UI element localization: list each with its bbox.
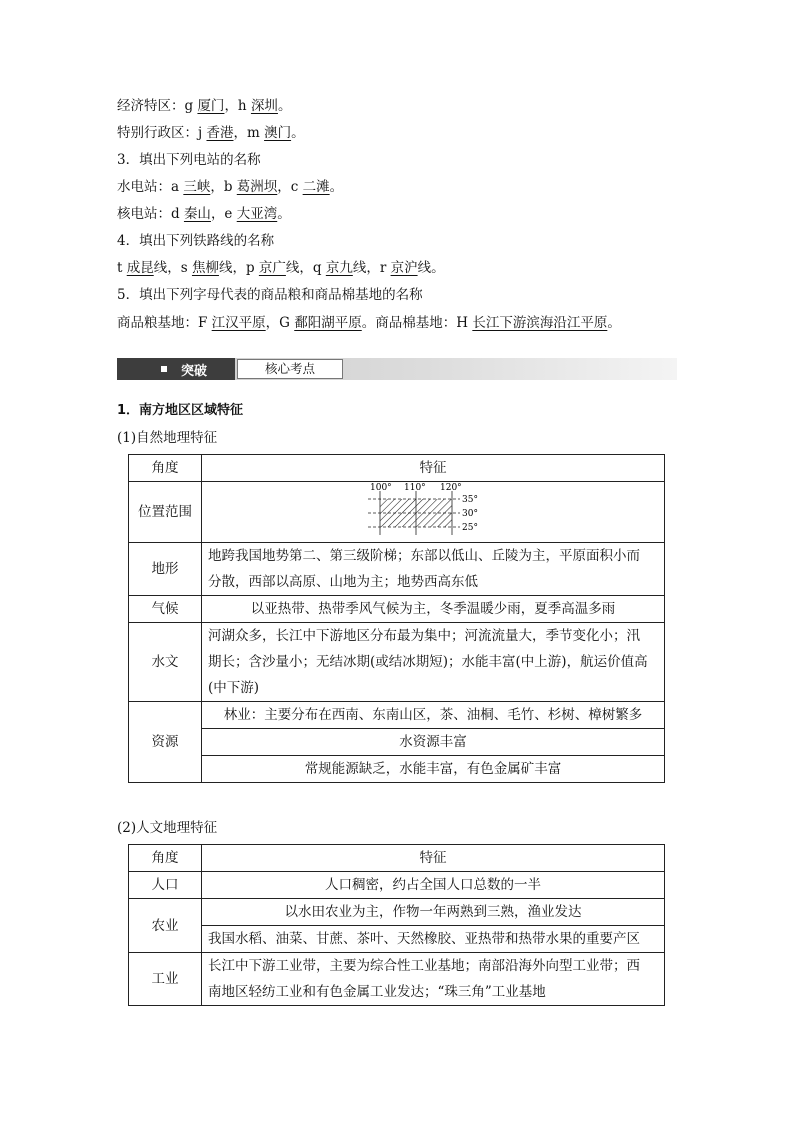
answer-blank: 葛洲坝 [236, 179, 278, 195]
text: ，m [233, 125, 265, 141]
text: ，G [265, 315, 295, 331]
row-label: 工业 [129, 953, 202, 1006]
text: 线，s [153, 260, 192, 276]
answer-blank: 香港 [206, 125, 234, 141]
longitude-label: 110° [404, 483, 426, 493]
text: ，b [210, 179, 237, 195]
industry-cell [202, 953, 665, 1006]
text: 特别行政区：j [117, 125, 207, 141]
text: 。 [277, 98, 292, 114]
cell-text: 期长；含沙量小；无结冰期(或结冰期短)；水能丰富(中上游)，航运价值高 [208, 654, 648, 670]
text: 。 [607, 315, 621, 331]
text: ，e [210, 206, 237, 222]
text: ，c [277, 179, 303, 195]
cell-text: 河湖众多，长江中下游地区分布最为集中；河流流量大，季节变化小；汛 [208, 628, 640, 644]
text-line-sez [117, 96, 291, 116]
table-header-row [129, 845, 665, 872]
text: 经济特区：g [117, 98, 198, 114]
latitude-longitude-map [368, 483, 498, 541]
answer-blank: 三峡 [183, 179, 211, 195]
answer-blank: 澳门 [264, 125, 292, 141]
table-row [129, 543, 665, 596]
section-banner [117, 358, 677, 380]
table-row [129, 623, 665, 702]
answer-blank: 大亚湾 [236, 206, 278, 222]
longitude-label: 100° [370, 483, 392, 493]
square-bullet-icon [161, 366, 167, 372]
answer-blank: 深圳 [250, 98, 278, 114]
cell-text: 南地区轻纺工业和有色金属工业发达；“珠三角”工业基地 [208, 984, 546, 1000]
table-row [129, 596, 665, 623]
text-line-nuclear [117, 204, 291, 224]
header-cell: 特征 [202, 845, 665, 872]
population-cell: 人口稠密，约占全国人口总数的一半 [202, 872, 665, 899]
resource-cell: 林业：主要分布在西南、东南山区，茶、油桐、毛竹、杉树、樟树繁多 [202, 702, 665, 729]
table-row [129, 926, 665, 953]
table-row [129, 729, 665, 756]
text: 线，q [285, 260, 326, 276]
text: 线，p [218, 260, 259, 276]
answer-blank: 秦山 [183, 206, 211, 222]
answer-blank: 京广 [258, 260, 286, 276]
text: 。 [329, 179, 344, 195]
cell-text: 地跨我国地势第二、第三级阶梯；东部以低山、丘陵为主，平原面积小而 [208, 548, 640, 564]
text: ，h [224, 98, 251, 114]
row-label: 农业 [129, 899, 202, 953]
resource-cell: 水资源丰富 [202, 729, 665, 756]
row-label: 水文 [129, 623, 202, 702]
banner-main [117, 358, 235, 380]
header-cell: 特征 [202, 455, 665, 482]
cell-text: (中下游) [208, 680, 260, 696]
latitude-label: 25° [462, 523, 478, 533]
row-label: 地形 [129, 543, 202, 596]
header-cell: 角度 [129, 455, 202, 482]
answer-blank: 京沪 [390, 260, 418, 276]
text: t [117, 260, 127, 276]
text: 核电站：d [117, 206, 184, 222]
banner-main-label: 突破 [181, 364, 208, 379]
table-row [129, 953, 665, 1006]
table-row [129, 899, 665, 926]
row-label: 人口 [129, 872, 202, 899]
table-row [129, 482, 665, 543]
question-heading-4: 4．填出下列铁路线的名称 [117, 233, 275, 249]
text-line-bases [117, 313, 621, 333]
row-label: 位置范围 [129, 482, 202, 543]
text-line-hydro [117, 177, 343, 197]
text: 。 [277, 206, 291, 222]
answer-blank: 鄱阳湖平原 [294, 315, 362, 331]
text: 线，r [352, 260, 391, 276]
resource-cell: 常规能源缺乏，水能丰富，有色金属矿丰富 [202, 756, 665, 783]
row-label: 气候 [129, 596, 202, 623]
banner-sub-label: 核心考点 [237, 359, 343, 379]
text: 。 [291, 125, 305, 141]
agriculture-cell: 我国水稻、油菜、甘蔗、茶叶、天然橡胶、亚热带和热带水果的重要产区 [202, 926, 665, 953]
text: 商品粮基地：F [117, 315, 212, 331]
latitude-label: 35° [462, 495, 478, 505]
text: 水电站：a [117, 179, 184, 195]
latitude-label: 30° [462, 509, 478, 519]
terrain-cell [202, 543, 665, 596]
answer-blank: 厦门 [197, 98, 225, 114]
text-line-railways [117, 258, 445, 278]
subsection-human: (2)人文地理特征 [117, 820, 218, 836]
text-line-sar [117, 123, 305, 143]
text: 线。 [417, 260, 445, 276]
climate-cell: 以亚热带、热带季风气候为主，冬季温暖少雨，夏季高温多雨 [202, 596, 665, 623]
subsection-natural: (1)自然地理特征 [117, 430, 218, 446]
table-row [129, 702, 665, 729]
answer-blank: 长江下游滨海沿江平原 [472, 315, 608, 331]
cell-text: 长江中下游工业带，主要为综合性工业基地；南部沿海外向型工业带；西 [208, 958, 640, 974]
table-row [129, 872, 665, 899]
hydrology-cell [202, 623, 665, 702]
table-row [129, 756, 665, 783]
table-header-row [129, 455, 665, 482]
answer-blank: 江汉平原 [211, 315, 266, 331]
row-label: 资源 [129, 702, 202, 783]
agriculture-cell: 以水田农业为主，作物一年两熟到三熟，渔业发达 [202, 899, 665, 926]
natural-features-table [128, 454, 665, 783]
header-cell: 角度 [129, 845, 202, 872]
location-map-cell [202, 482, 665, 543]
question-heading-3: 3．填出下列电站的名称 [117, 152, 261, 168]
human-features-table [128, 844, 665, 1006]
question-heading-5: 5．填出下列字母代表的商品粮和商品棉基地的名称 [117, 287, 423, 303]
text: 。商品棉基地：H [361, 315, 473, 331]
section-title: 1．南方地区区域特征 [117, 403, 244, 418]
answer-blank: 成昆 [126, 260, 154, 276]
answer-blank: 焦柳 [191, 260, 219, 276]
answer-blank: 二滩 [302, 179, 330, 195]
cell-text: 分散，西部以高原、山地为主；地势西高东低 [208, 574, 478, 590]
answer-blank: 京九 [325, 260, 353, 276]
longitude-label: 120° [440, 483, 462, 493]
